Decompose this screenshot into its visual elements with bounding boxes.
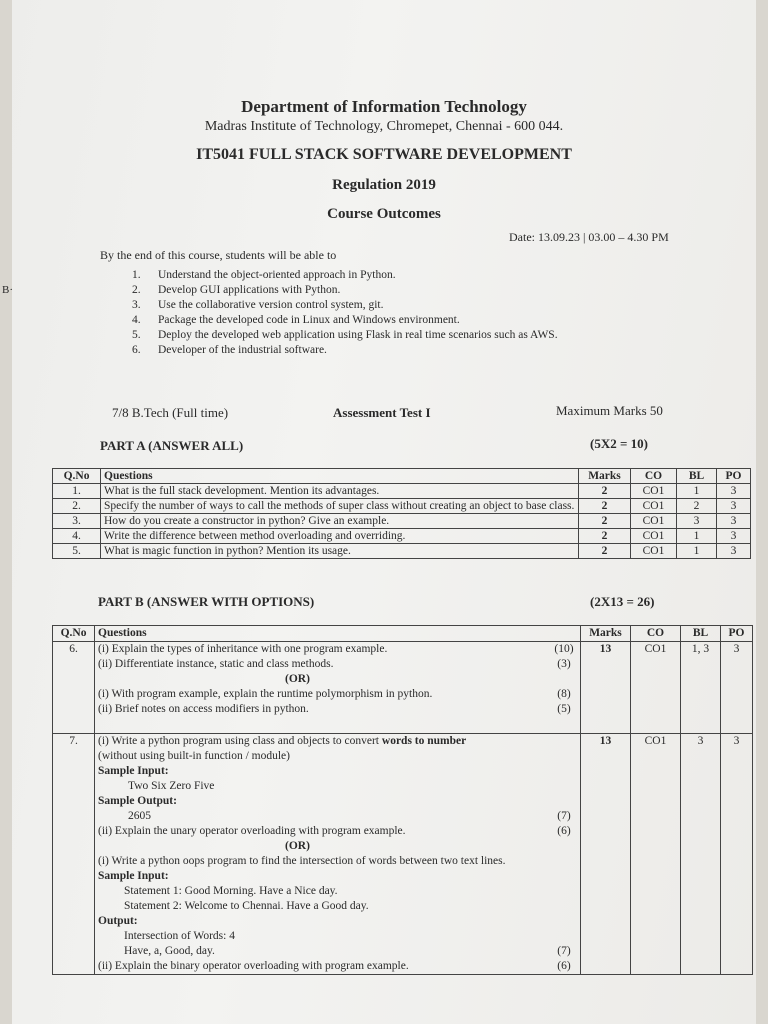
table-row: 4. Write the difference between method overloading and overriding. 2 CO1 1 3 xyxy=(53,529,751,544)
table-row: 6. (i) Explain the types of inheritance with one program example. (10) (ii) Differentiate instance, static and class methods. (3) (OR) (i) With program example, explain the runtime polymorphism in python. (8) (ii) Brief notes on access modifiers in python. (5) 13 CO1 1, 3 3 xyxy=(53,642,753,734)
table-header-row: Q.No Questions Marks CO BL PO xyxy=(53,626,753,642)
regulation: Regulation 2019 xyxy=(332,177,436,193)
or-separator: (OR) xyxy=(285,673,310,685)
list-item: 5. Deploy the developed web application using Flask in real time scenarios such as AWS. xyxy=(132,329,558,341)
or-separator: (OR) xyxy=(285,840,310,852)
table-row: 5. What is magic function in python? Mention its usage. 2 CO1 1 3 xyxy=(53,544,751,559)
test-name: Assessment Test I xyxy=(333,405,431,420)
list-item: 1. Understand the object-oriented approach in Python. xyxy=(132,269,396,281)
part-a-table xyxy=(52,468,751,559)
table-row: 1. What is the full stack development. Mention its advantages. 2 CO1 1 3 xyxy=(53,484,751,499)
program-label: 7/8 B.Tech (Full time) xyxy=(112,405,229,420)
course-title: IT5041 FULL STACK SOFTWARE DEVELOPMENT xyxy=(196,146,572,163)
part-b-table xyxy=(52,625,753,975)
question-6: (i) Explain the types of inheritance with one program example. (10) (ii) Differentiate instance, static and class methods. (3) (OR) (i) With program example, explain the runtime polymorphism in python. (8) (ii) Brief notes on access modifiers in python. (5) xyxy=(95,642,581,734)
outcomes-list xyxy=(132,268,612,358)
table-header-row: Q.No Questions Marks CO BL PO xyxy=(53,469,751,484)
part-a-marks: (5X2 = 10) xyxy=(590,436,648,451)
table-row: 3. How do you create a constructor in python? Give an example. 2 CO1 3 3 xyxy=(53,514,751,529)
list-item: 3. Use the collaborative version control system, git. xyxy=(132,299,384,311)
edge-mark: B· xyxy=(2,284,13,296)
part-a-title: PART A (ANSWER ALL) xyxy=(100,438,244,453)
max-marks: Maximum Marks 50 xyxy=(556,403,663,418)
question-7: (i) Write a python program using class and objects to convert words to number (without using built-in function / module) Sample Input: Two Six Zero Five Sample Output: 2605 (7) (ii) Explain the unary operator overloading with program example. (6) (OR) (i) Write a python oops program to find the intersection of words between two text lines. Sample Input: Statement 1: Good Morning. Have a Nice day. Statement 2: Welcome to Chennai. Have a Good day. Output: Intersection of Words: 4 Have, a, Good, day. (7) (ii) Explain the binary operator overloading with program example. (6) xyxy=(95,734,581,975)
course-outcomes-heading: Course Outcomes xyxy=(327,206,441,222)
list-item: 4. Package the developed code in Linux and Windows environment. xyxy=(132,314,460,326)
institute-name: Madras Institute of Technology, Chromepet, Chennai - 600 044. xyxy=(204,119,564,134)
list-item: 6. Developer of the industrial software. xyxy=(132,344,327,356)
table-row: 2. Specify the number of ways to call the methods of super class without creating an object to base class. 2 CO1 2 3 xyxy=(53,499,751,514)
part-b-title: PART B (ANSWER WITH OPTIONS) xyxy=(98,594,315,609)
exam-date: Date: 13.09.23 | 03.00 – 4.30 PM xyxy=(509,230,669,244)
outcomes-intro: By the end of this course, students will be able to xyxy=(100,248,337,262)
table-row: 7. (i) Write a python program using class and objects to convert words to number (without using built-in function / module) Sample Input: Two Six Zero Five Sample Output: 2605 (7) (ii) Explain the unary operator overloading with program example. (6) (OR) (i) Write a python oops program to find the intersection of words between two text lines. Sample Input: Statement 1: Good Morning. Have a Nice day. Statement 2: Welcome to Chennai. Have a Good day. Output: Intersection of Words: 4 Have, a, Good, day. (7) (ii) Explain the binary operator overloading with program example. (6) 13 CO1 3 3 xyxy=(53,734,753,975)
list-item: 2. Develop GUI applications with Python. xyxy=(132,284,341,296)
part-b-marks: (2X13 = 26) xyxy=(590,594,655,609)
department-title: Department of Information Technology xyxy=(241,97,527,116)
